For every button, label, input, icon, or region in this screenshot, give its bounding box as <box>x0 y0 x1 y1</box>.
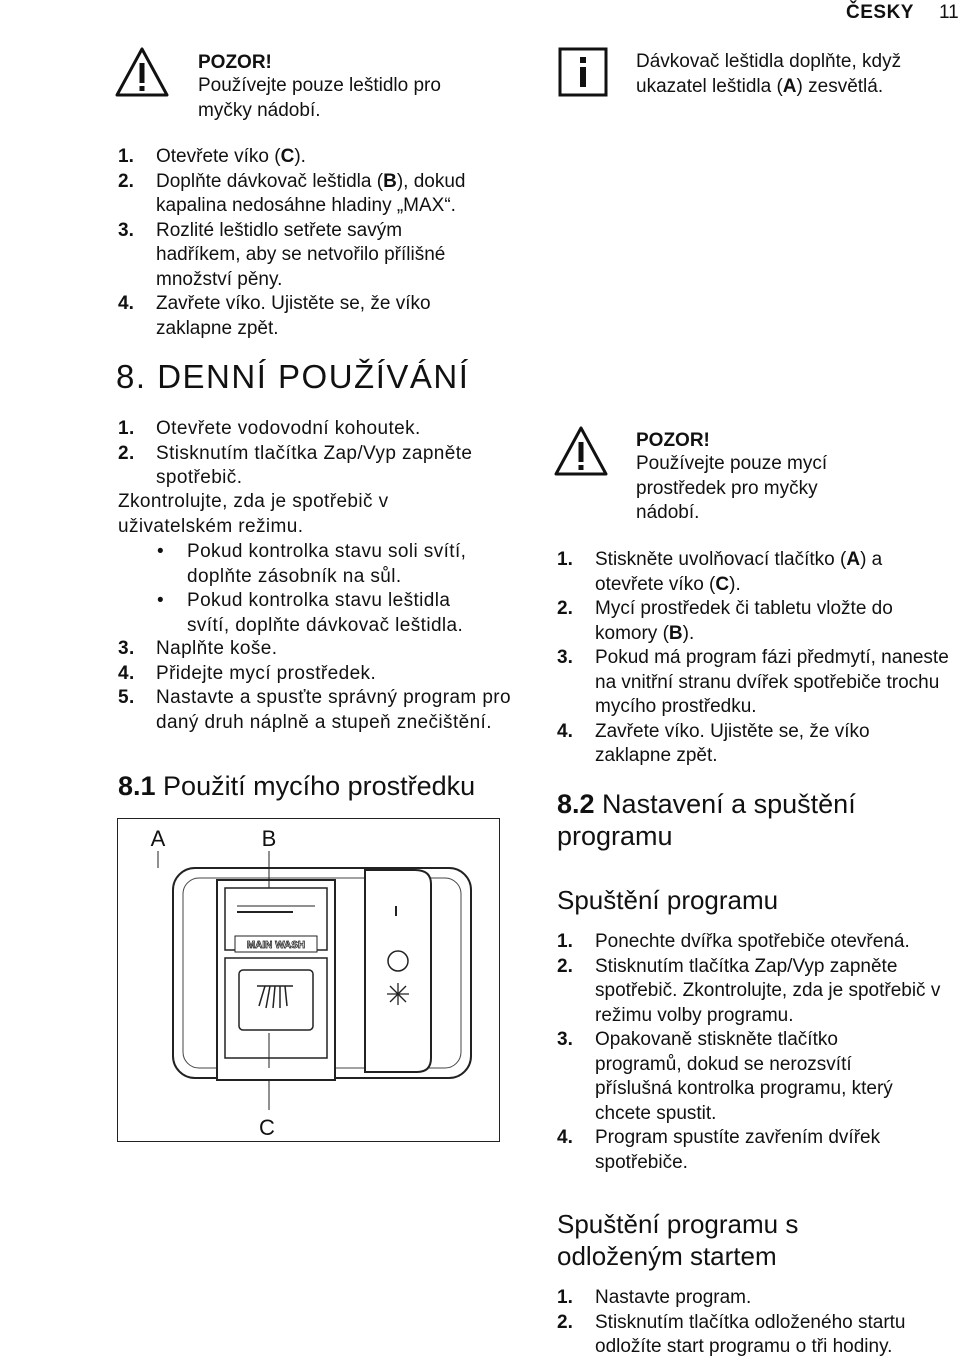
check-text: Zkontrolujte, zda je spotřebič v uživatelském režimu. <box>118 491 389 537</box>
list-item: 1. Otevřete víko (C). <box>118 146 306 167</box>
detergent-steps-list <box>557 548 957 769</box>
detergent-compartment <box>217 880 335 1080</box>
list-item: 5. Nastavte a spusťte správný program pro daný druh náplně a stupeň znečištění. <box>118 687 511 733</box>
list-item: 2. Doplňte dávkovač leštidla (B), dokud kapalina nedosáhne hladiny „MAX“. <box>118 170 466 216</box>
status-bullet-list <box>157 540 517 638</box>
figure-label-b: B <box>261 826 277 851</box>
fill-steps-list <box>118 145 508 341</box>
list-item: 2. Stisknutím tlačítka Zap/Vyp zapněte spotřebič. <box>118 442 473 488</box>
daily-steps-list-continued <box>118 637 518 735</box>
warning-text: Používejte pouze leštidlo pro myčky nádobí. <box>198 75 441 121</box>
list-item: 1. Otevřete vodovodní kohoutek. <box>118 418 421 439</box>
list-item: 4. Program spustíte zavřením dvířek spotřebiče. <box>557 1127 881 1173</box>
subheading-delayed-start: Spuštění programu s odloženým startem <box>557 1209 799 1271</box>
figure-label-c: C <box>259 1115 275 1140</box>
list-item: • Pokud kontrolka stavu soli svítí, doplňte zásobník na sůl. <box>157 540 517 589</box>
list-item: 1. Ponechte dvířka spotřebiče otevřená. <box>557 931 910 952</box>
list-item: 1. Nastavte program. <box>557 1287 752 1308</box>
rinse-aid-compartment <box>365 870 431 1072</box>
section-heading-8-1: 8.1 Použití mycího prostředku <box>118 771 476 801</box>
warning-icon <box>114 46 170 98</box>
list-item: 3. Opakovaně stiskněte tlačítko programů, dokud se nerozsvítí příslušná kontrolka programu, který chcete spustit. <box>557 1029 893 1124</box>
rinse-aid-indicator-icon <box>387 983 409 1005</box>
list-item: 2. Stisknutím tlačítka odloženého startu odložíte start programu o tři hodiny. <box>557 1311 906 1357</box>
list-item: 3. Naplňte koše. <box>118 638 278 659</box>
warning-title: POZOR! <box>636 430 710 451</box>
list-item: 4. Zavřete víko. Ujistěte se, že víko zaklapne zpět. <box>557 720 870 766</box>
delay-steps-list <box>557 1286 959 1360</box>
warning-icon <box>553 425 609 477</box>
warning-block-1 <box>198 52 498 123</box>
warning-text: Používejte pouze mycí prostředek pro myčky nádobí. <box>636 453 828 523</box>
warning-block-2 <box>636 430 926 526</box>
figure-label-a: A <box>150 826 166 851</box>
list-item: 1. Stiskněte uvolňovací tlačítko (A) a otevřete víko (C). <box>557 549 883 595</box>
lid-label: MAIN WASH <box>246 940 306 951</box>
info-text: Dávkovač leštidla doplňte, když ukazatel leštidla (A) zesvětlá. <box>636 51 902 97</box>
section-heading-8-2: 8.2 Nastavení a spuštění programu <box>557 789 856 851</box>
daily-steps-list <box>118 417 518 491</box>
list-item: 3. Pokud má program fázi předmytí, naneste na vnitřní stranu dvířek spotřebiče trochu mycího prostředku. <box>557 647 949 717</box>
start-steps-list <box>557 930 959 1175</box>
list-item: 4. Přidejte mycí prostředek. <box>118 662 377 684</box>
info-icon <box>558 47 608 97</box>
section-heading-8: 8. DENNÍ POUŽÍVÁNÍ <box>116 358 470 395</box>
page-number: 11 <box>939 2 959 23</box>
list-item: 2. Stisknutím tlačítka Zap/Vyp zapněte spotřebič. Zkontrolujte, zda je spotřebič v režimu volby programu. <box>557 955 941 1026</box>
language-label: ČESKY <box>846 2 914 23</box>
warning-title: POZOR! <box>198 52 272 73</box>
subheading-start-program: Spuštění programu <box>557 885 779 915</box>
detergent-dispenser-figure <box>117 818 500 1142</box>
list-item: 2. Mycí prostředek či tabletu vložte do komory (B). <box>557 598 893 644</box>
list-item: 4. Zavřete víko. Ujistěte se, že víko zaklapne zpět. <box>118 293 431 339</box>
list-item: • Pokud kontrolka stavu leštidla svítí, doplňte dávkovač leštidla. <box>157 589 517 638</box>
list-item: 3. Rozlité leštidlo setřete savým hadříkem, aby se netvořilo přílišné množství pěny. <box>118 219 446 290</box>
